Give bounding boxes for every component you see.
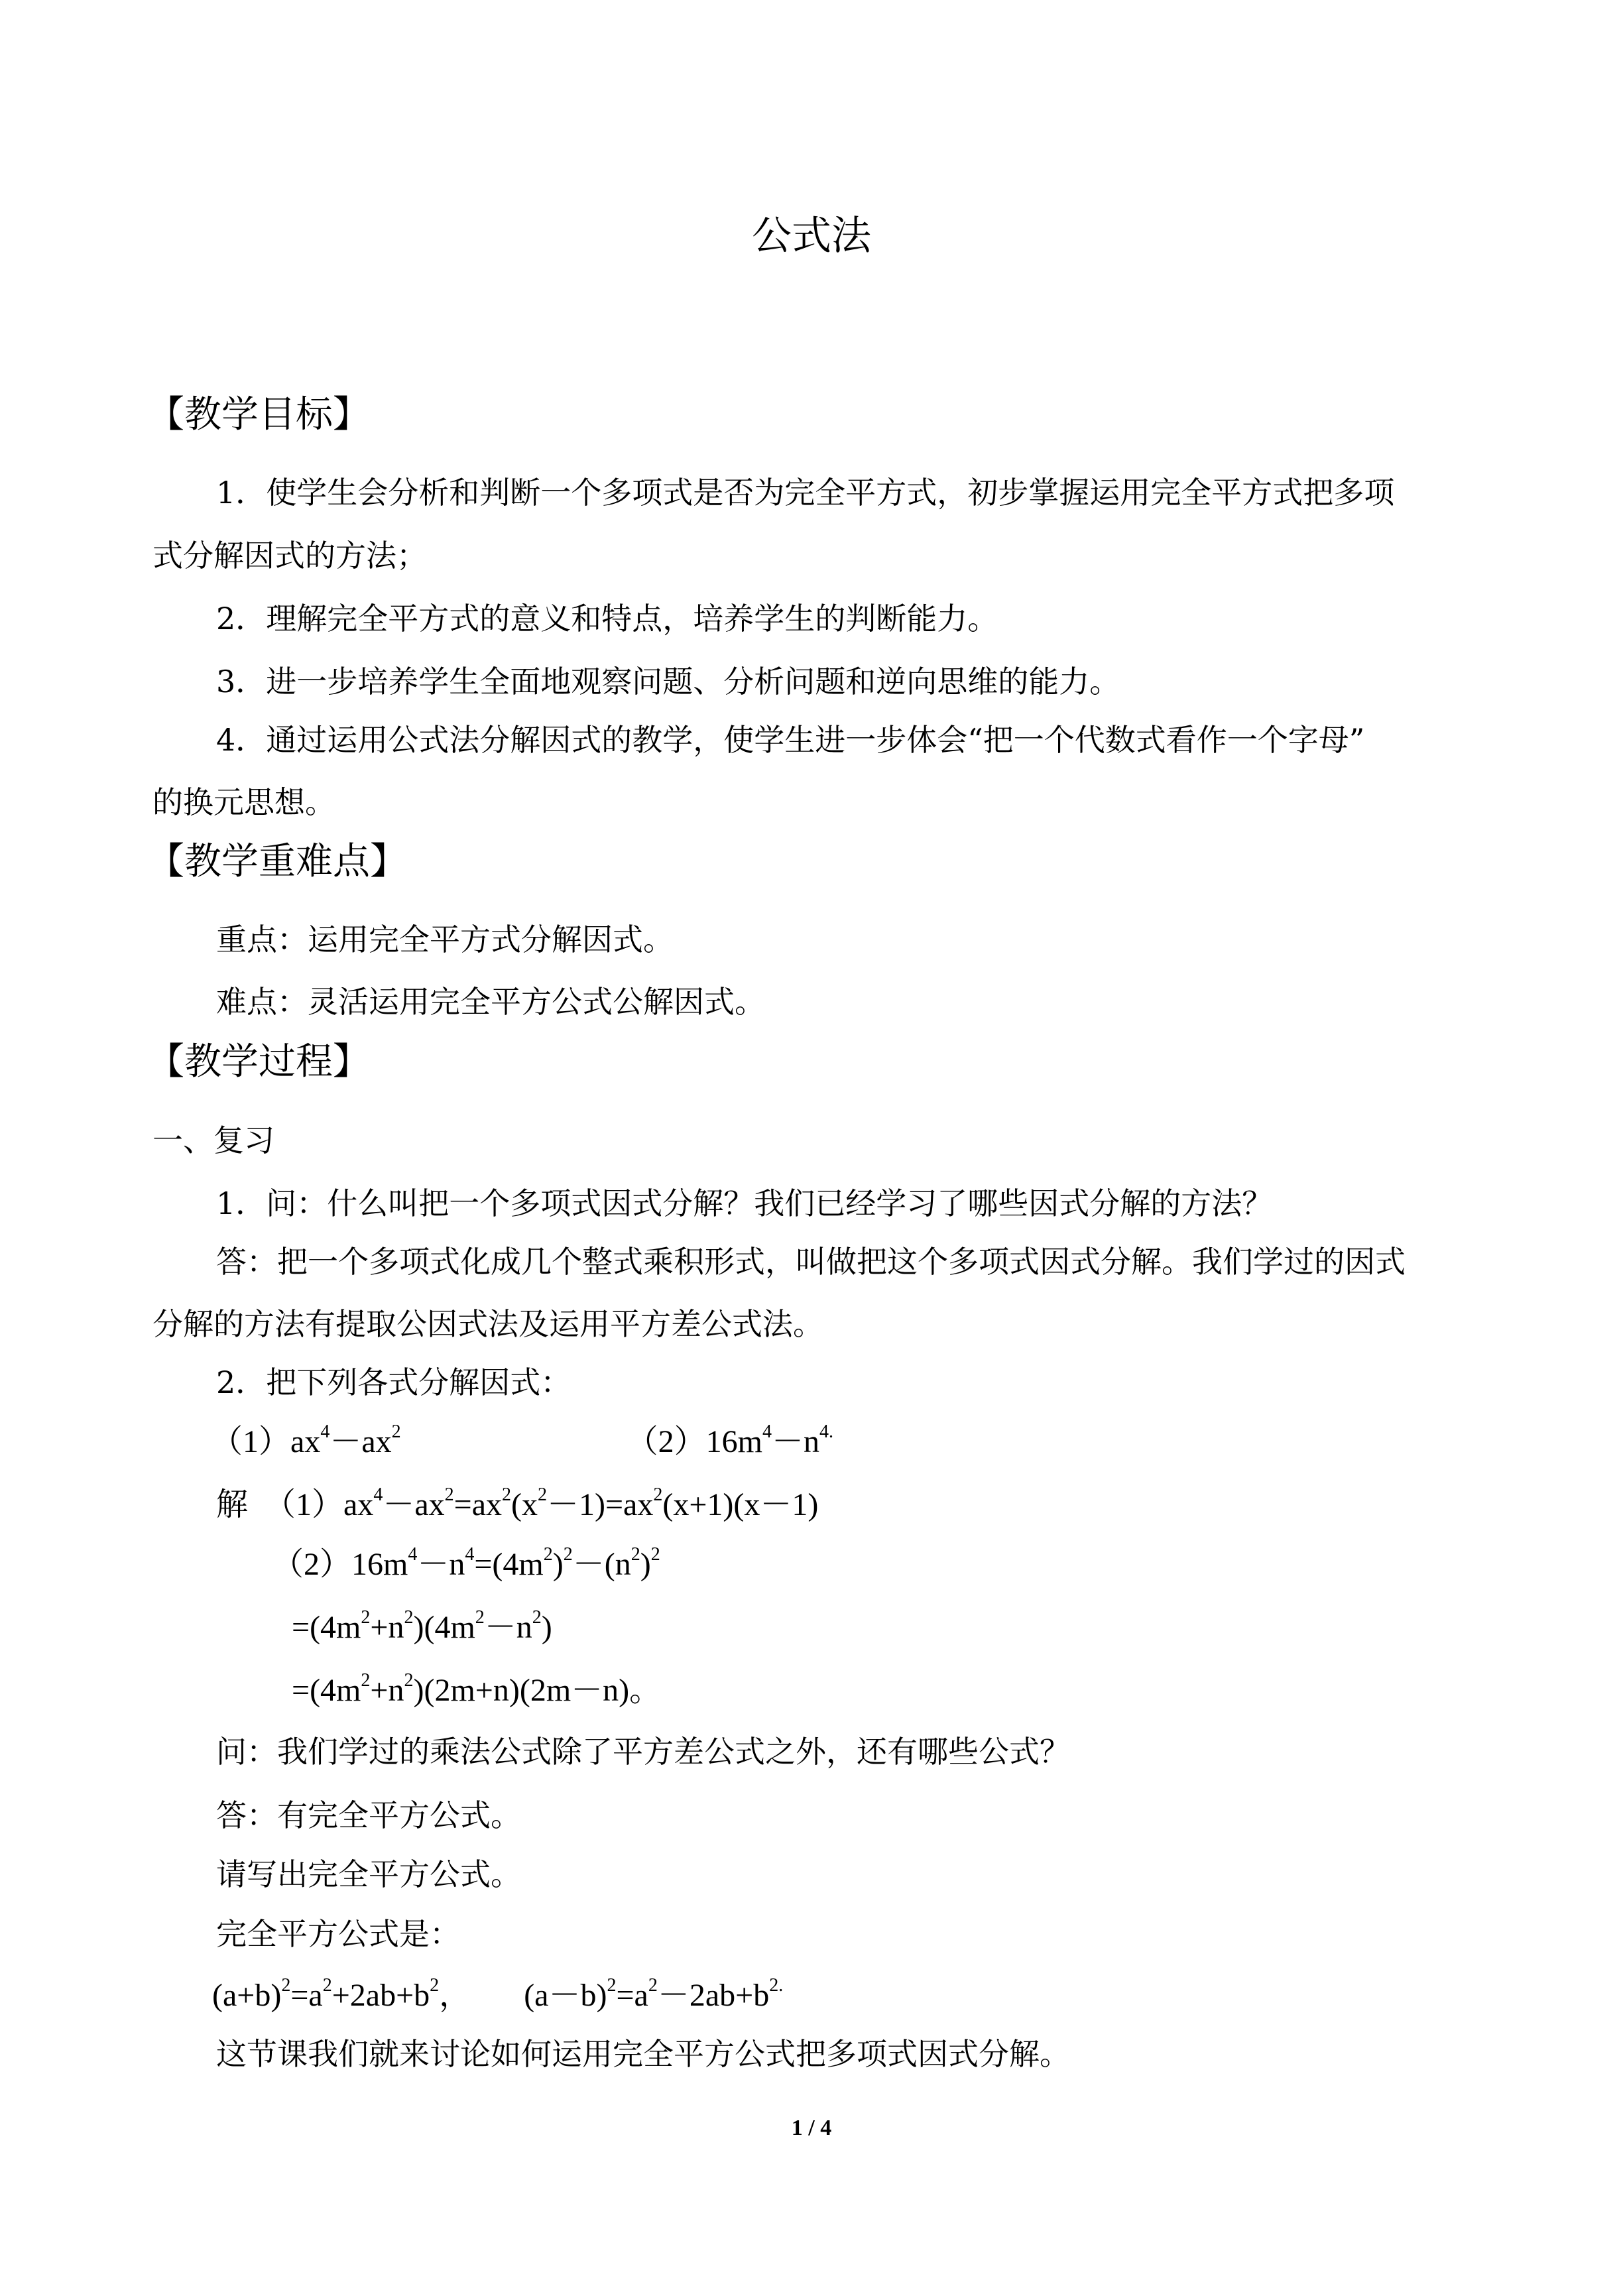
objective-1b: 式分解因式的方法； — [152, 538, 427, 574]
keypoints-heading: 【教学重难点】 — [147, 840, 407, 883]
solution-1: 解 $(1)ax^4-ax^2=ax^2(x^2-1)=ax^2(x+1)(x-1)$ — [216, 1484, 819, 1522]
square-formulas: $(a+b)^2=a^2+2ab+b^2$， $(a-b)^2=a^2-2ab+b^{2.}$ — [212, 1975, 784, 2013]
answer-1-line-2: 分解的方法有提取公因式法及运用平方差公式法。 — [152, 1306, 823, 1342]
answer-3: 答：有完全平方公式。 — [216, 1797, 521, 1833]
objectives-heading: 【教学目标】 — [147, 393, 370, 436]
objective-4b: 的换元思想。 — [152, 784, 335, 820]
question-2: 2．把下列各式分解因式： — [216, 1364, 571, 1400]
solution-2-step-1: $(2)16m^4-n^4=(4m^2)^2-(n^2)^2$ — [272, 1544, 660, 1582]
keypoint-difficulty: 难点：灵活运用完全平方公式公解因式。 — [216, 984, 765, 1020]
page-number: 1 / 4 — [791, 2116, 832, 2140]
review-heading: 一、复习 — [152, 1122, 274, 1158]
objective-1a: 1．使学生会分析和判断一个多项式是否为完全平方式，初步掌握运用完全平方式把多项 — [216, 475, 1395, 511]
objective-2: 2．理解完全平方式的意义和特点，培养学生的判断能力。 — [216, 601, 998, 636]
prompt-formula: 请写出完全平方公式。 — [216, 1856, 521, 1892]
solution-2-step-2: $=(4m^2+n^2)(4m^2-n^2)$ — [292, 1607, 552, 1645]
formula-intro: 完全平方公式是： — [216, 1916, 460, 1952]
objective-3: 3．进一步培养学生全面地观察问题、分析问题和逆向思维的能力。 — [216, 664, 1120, 699]
keypoint-focus: 重点：运用完全平方式分解因式。 — [216, 922, 674, 957]
objective-4a: 4．通过运用公式法分解因式的教学，使学生进一步体会“把一个代数式看作一个字母” — [216, 722, 1365, 758]
process-heading: 【教学过程】 — [147, 1040, 370, 1083]
question-1: 1．问：什么叫把一个多项式因式分解？我们已经学习了哪些因式分解的方法？ — [216, 1185, 1273, 1221]
page-title: 公式法 — [752, 213, 871, 259]
question-3: 问：我们学过的乘法公式除了平方差公式之外，还有哪些公式？ — [216, 1734, 1070, 1770]
closing-statement: 这节课我们就来讨论如何运用完全平方公式把多项式因式分解。 — [216, 2036, 1070, 2072]
exercise-list: $(1)ax^4-ax^2$ $(2)16m^4-n^{4.}$ — [211, 1421, 833, 1459]
solution-2-step-3: $=(4m^2+n^2)(2m+n)(2m-n)$。 — [292, 1670, 662, 1708]
answer-1-line-1: 答：把一个多项式化成几个整式乘积形式，叫做把这个多项式因式分解。我们学过的因式 — [216, 1244, 1406, 1280]
